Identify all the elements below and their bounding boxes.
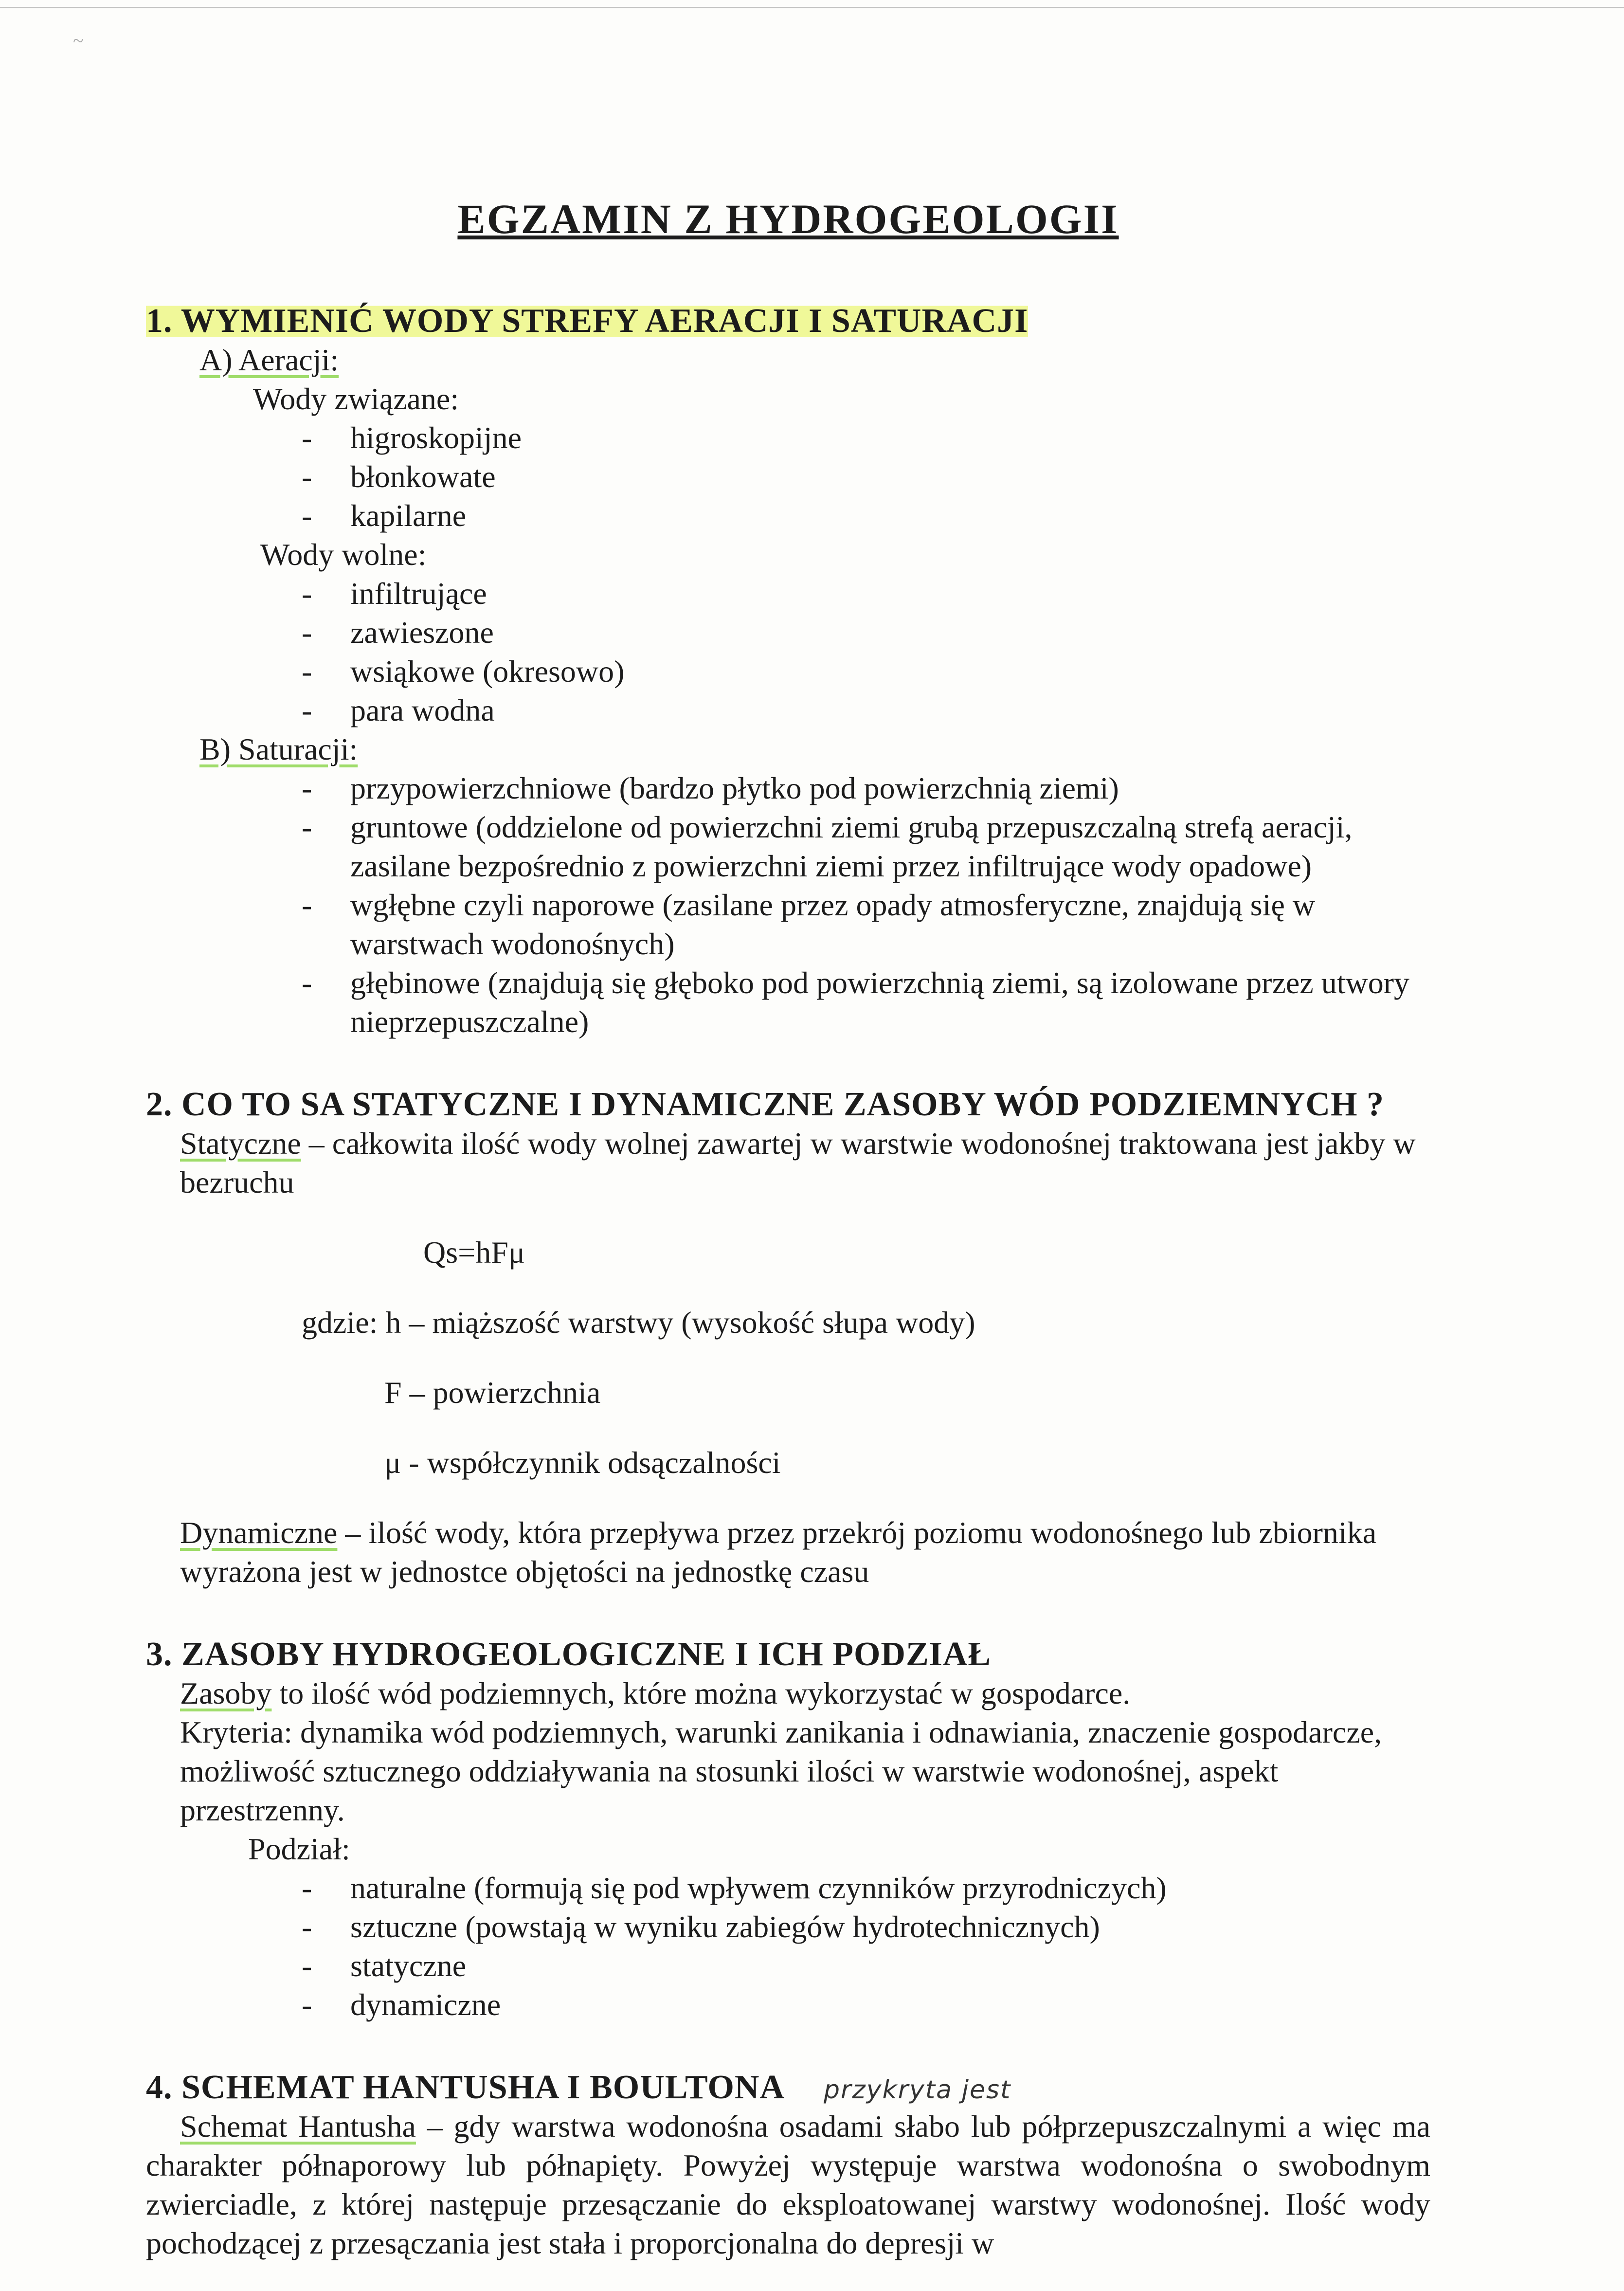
saturacji-label: [146, 730, 1430, 769]
zasoby-term: Zasoby: [180, 1676, 272, 1710]
highlight: 1. WYMIENIĆ WODY STREFY AERACJI I SATURACJI: [146, 302, 1029, 340]
section-3-heading: 3. ZASOBY HYDROGEOLOGICZNE I ICH PODZIAŁ: [146, 1636, 992, 1673]
list-item: - przypowierzchniowe (bardzo płytko pod powierzchnią ziemi): [302, 769, 1411, 808]
document-page: [146, 195, 1430, 2263]
scan-artifact: ~: [73, 30, 84, 52]
kryteria: Kryteria: dynamika wód podziemnych, warunki zanikania i odnawiania, znaczenie gospodarcze, możliwość sztucznego oddziaływania na stosunki ilości w warstwie wodonośnej, aspekt przestrzenny.: [180, 1715, 1382, 1827]
dynamiczne-term: Dynamiczne: [180, 1515, 338, 1550]
wody-zwiazane-list: [146, 418, 1430, 535]
list-item: - para wodna: [302, 691, 1430, 730]
list-item: - sztuczne (powstają w wyniku zabiegów hydrotechnicznych): [302, 1908, 1430, 1946]
podzial-list: [146, 1869, 1430, 2024]
zasoby-definition: [180, 1674, 1430, 1713]
list-item: - higroskopijne: [302, 418, 1430, 457]
section-1: [146, 302, 1430, 1041]
list-item: - wsiąkowe (okresowo): [302, 652, 1430, 691]
list-item: - gruntowe (oddzielone od powierzchni ziemi grubą przepuszczalną strefą aeracji, zasilane bezpośrednio z powierzchni ziemi przez infiltrujące wody opadowe): [302, 808, 1411, 886]
saturacji-label-text: B) Saturacji:: [199, 732, 358, 766]
formula: Qs=hFμ: [423, 1235, 525, 1270]
section-4: [146, 2068, 1430, 2263]
list-item: - zawieszone: [302, 613, 1430, 652]
section-1-heading: [146, 302, 1430, 341]
aeracji-label: [146, 341, 1430, 380]
list-item: - kapilarne: [302, 496, 1430, 535]
list-item: - głębinowe (znajdują się głęboko pod powierzchnią ziemi, są izolowane przez utwory nieprzepuszczalne): [302, 964, 1411, 1041]
list-item: - infiltrujące: [302, 574, 1430, 613]
section-4-heading: [146, 2068, 1430, 2107]
gdzie-mu: μ - współczynnik odsączalności: [384, 1445, 781, 1480]
list-item: - wgłębne czyli naporowe (zasilane przez opady atmosferyczne, znajdują się w warstwach wodonośnych): [302, 886, 1411, 964]
section-4-title: 4. SCHEMAT HANTUSHA I BOULTONA: [146, 2069, 785, 2106]
list-item: - naturalne (formują się pod wpływem czynników przyrodniczych): [302, 1869, 1430, 1908]
statyczne-text: – całkowita ilość wody wolnej zawartej w warstwie wodonośnej traktowana jest jakby w bezruchu: [180, 1126, 1416, 1200]
hantusha-text: – gdy warstwa wodonośna osadami słabo lub półprzepuszczalnymi a więc ma charakter półnaporowy lub półnapięty. Powyżej występuje warstwa wodonośna o swobodnym zwierciadle, z której następuje przesączanie do eksploatowanej warstwy wodonośnej. Ilość wody pochodzącej z przesączania jest stała i proporcjonalna do depresji w: [146, 2109, 1431, 2260]
section-3: [146, 1635, 1430, 2024]
hantusha-definition: [146, 2107, 1430, 2263]
section-2: [146, 1085, 1430, 1591]
saturacji-list: [146, 769, 1430, 1041]
wody-zwiazane-label: Wody związane:: [253, 382, 459, 416]
dynamiczne-text: – ilość wody, która przepływa przez przekrój poziomu wodonośnego lub zbiornika wyrażona jest w jednostce objętości na jednostkę czasu: [180, 1515, 1377, 1589]
gdzie-f: F – powierzchnia: [384, 1375, 601, 1410]
wody-wolne-label: Wody wolne:: [260, 537, 427, 572]
section-2-heading: 2. CO TO SA STATYCZNE I DYNAMICZNE ZASOBY WÓD PODZIEMNYCH ?: [146, 1086, 1385, 1123]
statyczne-term: Statyczne: [180, 1126, 301, 1161]
list-item: - dynamiczne: [302, 1985, 1430, 2024]
wody-wolne-list: [146, 574, 1430, 730]
statyczne-definition: [180, 1124, 1430, 1202]
page-title: EGZAMIN Z HYDROGEOLOGII: [457, 196, 1119, 242]
dynamiczne-definition: [180, 1513, 1430, 1591]
list-item: - statyczne: [302, 1946, 1430, 1985]
gdzie-h: gdzie: h – miąższość warstwy (wysokość słupa wody): [302, 1305, 975, 1340]
handwritten-note: przykryta jest: [824, 2075, 1011, 2105]
scan-edge-line: [0, 7, 1624, 8]
list-item: - błonkowate: [302, 457, 1430, 496]
podzial-label: Podział:: [248, 1832, 350, 1866]
zasoby-text: to ilość wód podziemnych, które można wykorzystać w gospodarce.: [271, 1676, 1131, 1710]
hantusha-term: Schemat Hantusha: [180, 2109, 416, 2144]
aeracji-label-text: A) Aeracji:: [199, 343, 339, 377]
